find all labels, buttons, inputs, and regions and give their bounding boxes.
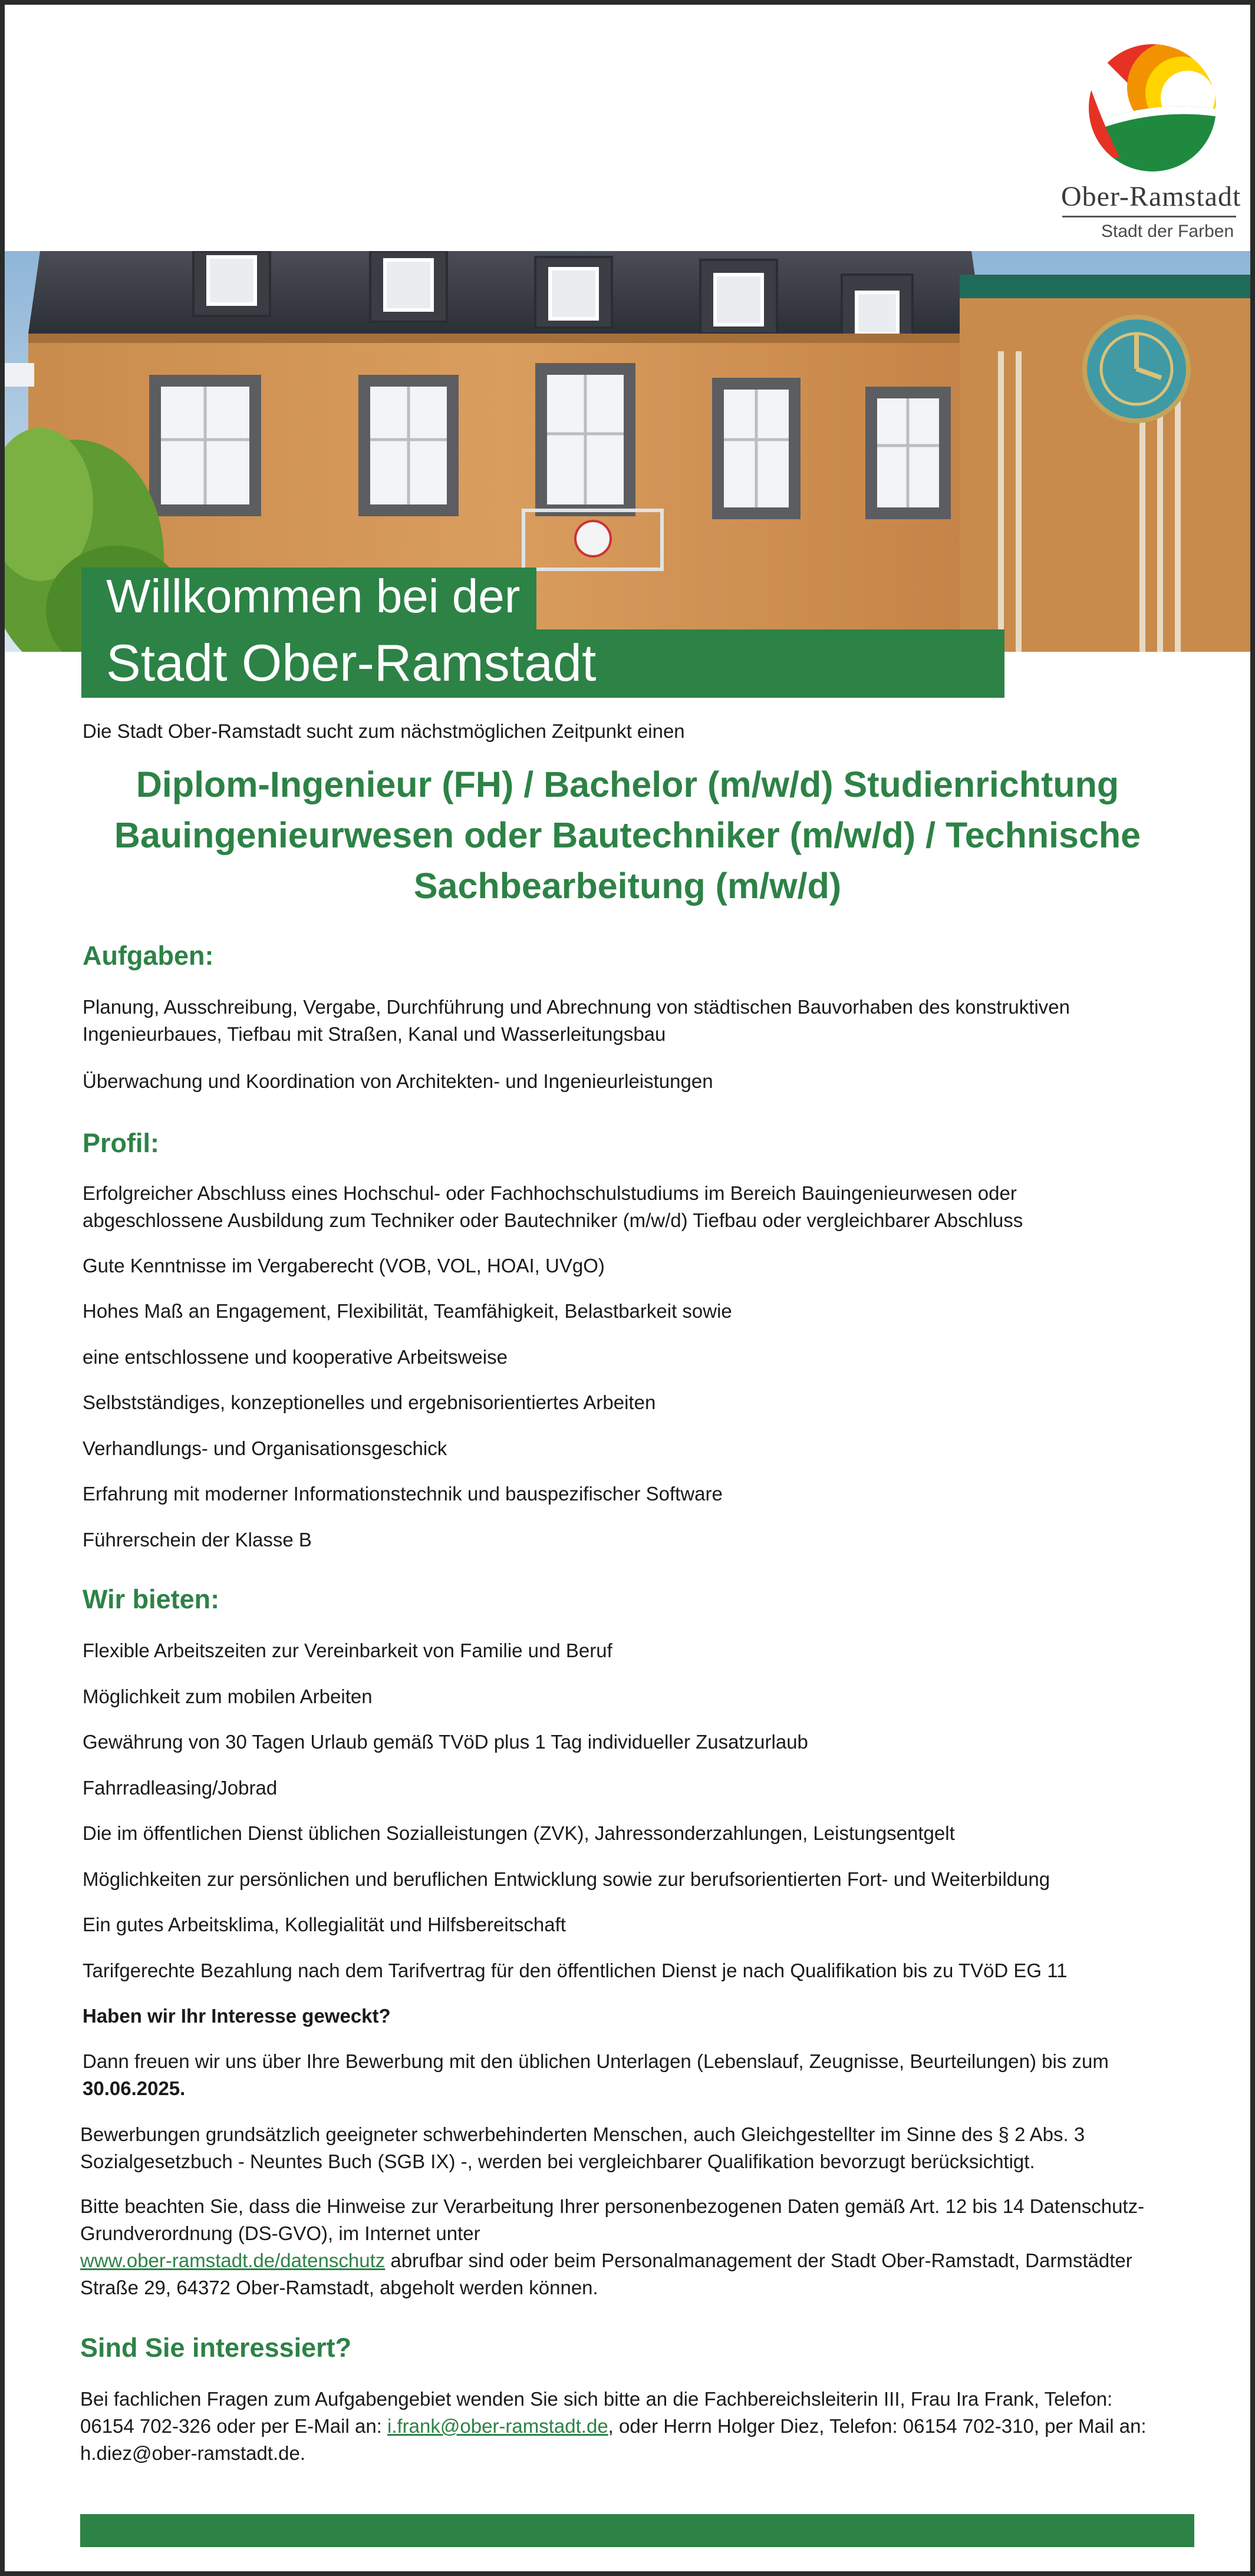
kontakt-line3: h.diez@ober-ramstadt.de.	[80, 2442, 306, 2464]
aufgaben-item-1	[83, 994, 1070, 1048]
profil-item: eine entschlossene und kooperative Arbeitsweise	[83, 1346, 508, 1368]
kontakt-line2	[80, 2413, 1147, 2440]
bieten-item: Tarifgerechte Bezahlung nach dem Tarifvertrag für den öffentlichen Dienst je nach Qualifikation bis zu TVöD EG 11	[83, 1960, 1068, 1981]
bieten-item: Gewährung von 30 Tagen Urlaub gemäß TVöD plus 1 Tag individueller Zusatzurlaub	[83, 1731, 808, 1753]
profil-item: Führerschein der Klasse B	[83, 1529, 312, 1551]
profil-item: Selbstständiges, konzeptionelles und ergebnisorientiertes Arbeiten	[83, 1391, 656, 1413]
profil-item: Erfahrung mit moderner Informationstechnik und bauspezifischer Software	[83, 1483, 723, 1505]
datenschutz-line3	[80, 2247, 1144, 2274]
bieten-item: Ein gutes Arbeitsklima, Kollegialität und Hilfsbereitschaft	[83, 1914, 566, 1935]
city-logo-mark-icon	[1085, 40, 1220, 176]
city-logo	[1054, 40, 1243, 246]
welcome-heading-line1: Willkommen bei der	[106, 570, 521, 622]
profil-item: Verhandlungs- und Organisationsgeschick	[83, 1437, 447, 1459]
datenschutz-line2: Grundverordnung (DS-GVO), im Internet unter	[80, 2222, 480, 2244]
profil-heading: Profil:	[83, 1128, 159, 1158]
logo-divider	[1062, 216, 1236, 217]
bieten-item: Fahrradleasing/Jobrad	[83, 1777, 278, 1799]
interesse-heading: Haben wir Ihr Interesse geweckt?	[83, 2005, 391, 2027]
interesse-line1: Dann freuen wir uns über Ihre Bewerbung mit den üblichen Unterlagen (Lebenslauf, Zeugnisse, Beurteilungen) bis zum	[83, 2050, 1109, 2072]
interesse-text	[83, 2048, 1109, 2102]
bieten-item: Möglichkeit zum mobilen Arbeiten	[83, 1686, 373, 1707]
job-title-line1: Diplom-Ingenieur (FH) / Bachelor (m/w/d) Studienrichtung	[136, 764, 1119, 804]
logo-city-name: Ober-Ramstadt	[1061, 181, 1241, 212]
kontakt-line1: Bei fachlichen Fragen zum Aufgabengebiet wenden Sie sich bitte an die Fachbereichsleiterin III, Frau Ira Frank, Telefon:	[80, 2388, 1113, 2410]
datenschutz-text	[80, 2193, 1144, 2301]
job-title-line2: Bauingenieurwesen oder Bautechniker (m/w/d) / Technische	[114, 815, 1141, 855]
aufgaben-item-2: Überwachung und Koordination von Architekten- und Ingenieurleistungen	[83, 1070, 713, 1092]
bieten-item: Flexible Arbeitszeiten zur Vereinbarkeit von Familie und Beruf	[83, 1640, 612, 1661]
profil-item: Gute Kenntnisse im Vergaberecht (VOB, VOL, HOAI, UVgO)	[83, 1255, 605, 1277]
kontakt-line2-pre: 06154 702-326 oder per E-Mail an:	[80, 2415, 388, 2437]
footer-bar	[80, 2514, 1194, 2547]
application-deadline: 30.06.2025.	[83, 2077, 186, 2099]
datenschutz-line4: Straße 29, 64372 Ober-Ramstadt, abgeholt werden können.	[80, 2277, 598, 2298]
profil-item: Hohes Maß an Engagement, Flexibilität, Teamfähigkeit, Belastbarkeit sowie	[83, 1300, 732, 1322]
email-link-frank[interactable]: i.frank@ober-ramstadt.de	[387, 2415, 608, 2437]
datenschutz-line1: Bitte beachten Sie, dass die Hinweise zur Verarbeitung Ihrer personenbezogenen Daten gemäß Art. 12 bis 14 Datenschutz-	[80, 2195, 1145, 2217]
profil-item-1	[83, 1180, 1023, 1234]
kontakt-heading: Sind Sie interessiert?	[80, 2333, 352, 2363]
schwerbehindert-text	[80, 2121, 1085, 2175]
aufgaben-item-1-line1: Planung, Ausschreibung, Vergabe, Durchführung und Abrechnung von städtischen Bauvorhaben des konstruktiven	[83, 996, 1070, 1018]
aufgaben-item-1-line2: Ingenieurbaues, Tiefbau mit Straßen, Kanal und Wasserleitungsbau	[83, 1023, 666, 1045]
aufgaben-heading: Aufgaben:	[83, 941, 214, 971]
profil-item-1-line2: abgeschlossene Ausbildung zum Techniker oder Bautechniker (m/w/d) Tiefbau oder vergleichbarer Abschluss	[83, 1209, 1023, 1231]
job-title-line3: Sachbearbeitung (m/w/d)	[413, 866, 842, 906]
kontakt-line2-post: , oder Herrn Holger Diez, Telefon: 06154 702-310, per Mail an:	[608, 2415, 1147, 2437]
datenschutz-line3-text: abrufbar sind oder beim Personalmanagement der Stadt Ober-Ramstadt, Darmstädter	[385, 2250, 1132, 2271]
bieten-heading: Wir bieten:	[83, 1584, 220, 1614]
datenschutz-link[interactable]: www.ober-ramstadt.de/datenschutz	[80, 2250, 386, 2271]
bieten-item: Die im öffentlichen Dienst üblichen Sozialleistungen (ZVK), Jahressonderzahlungen, Leistungsentgelt	[83, 1822, 955, 1844]
intro-text: Die Stadt Ober-Ramstadt sucht zum nächstmöglichen Zeitpunkt einen	[83, 720, 685, 742]
logo-tagline: Stadt der Farben	[1101, 222, 1234, 241]
profil-item-1-line1: Erfolgreicher Abschluss eines Hochschul- oder Fachhochschulstudiums im Bereich Bauingenieurwesen oder	[83, 1182, 1017, 1204]
kontakt-text	[80, 2386, 1147, 2467]
schwerbehindert-line1: Bewerbungen grundsätzlich geeigneter schwerbehinderten Menschen, auch Gleichgestellter im Sinne des § 2 Abs. 3	[80, 2123, 1085, 2145]
schwerbehindert-line2: Sozialgesetzbuch - Neuntes Buch (SGB IX) -, werden bei vergleichbarer Qualifikation bevorzugt berücksichtigt.	[80, 2150, 1035, 2172]
welcome-heading-line2: Stadt Ober-Ramstadt	[106, 634, 597, 692]
bieten-item: Möglichkeiten zur persönlichen und beruflichen Entwicklung sowie zur berufsorientierten Fort- und Weiterbildung	[83, 1868, 1050, 1890]
job-title	[64, 759, 1191, 911]
